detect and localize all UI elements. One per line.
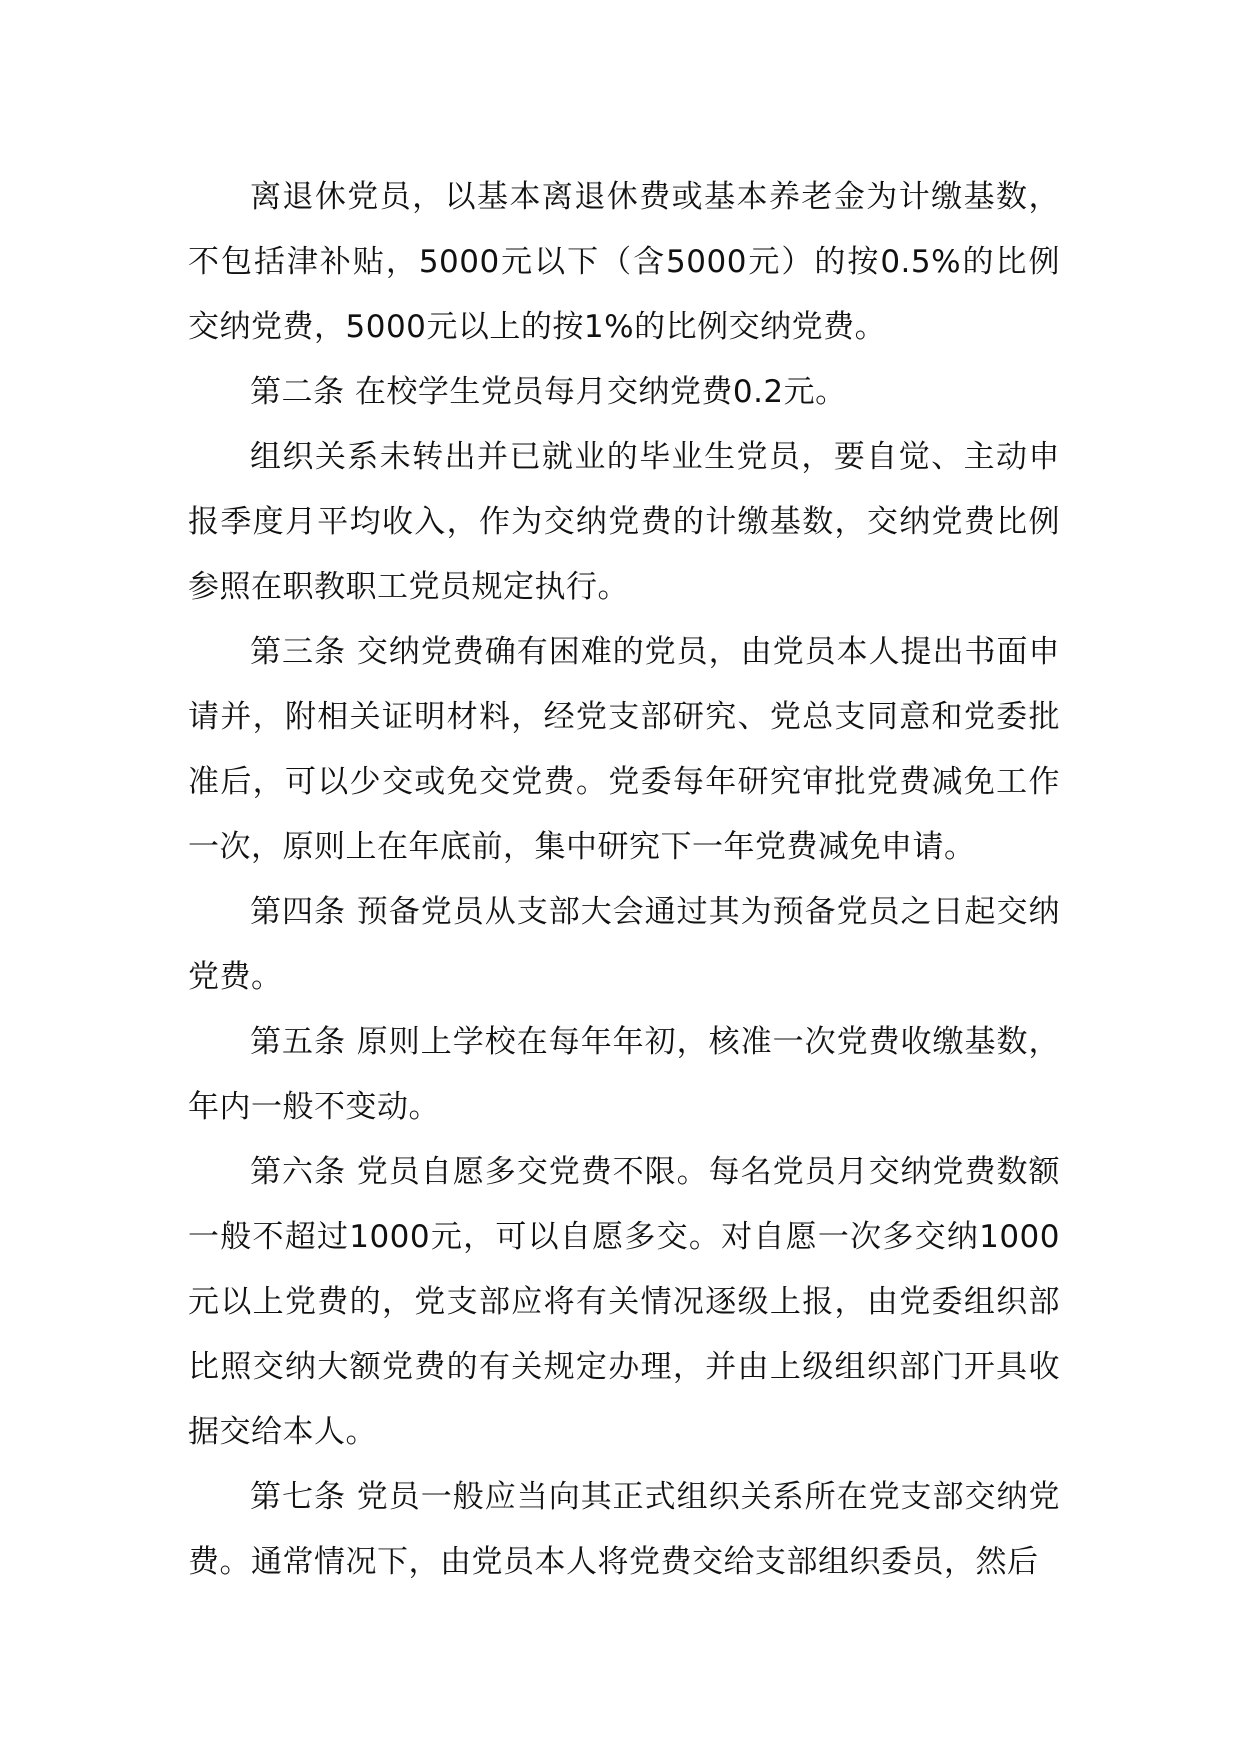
paragraph-article-4: 第四条 预备党员从支部大会通过其为预备党员之日起交纳党费。: [188, 894, 1060, 995]
paragraph-retired-members: 离退休党员，以基本离退休费或基本养老金为计缴基数，不包括津补贴，5000元以下（含5000元）的按0.5%的比例交纳党费，5000元以上的按1%的比例交纳党费。: [188, 179, 1060, 345]
paragraph-article-5: 第五条 原则上学校在每年年初，核准一次党费收缴基数，年内一般不变动。: [188, 1024, 1060, 1125]
document-body: [188, 165, 1060, 1595]
paragraph-article-6: 第六条 党员自愿多交党费不限。每名党员月交纳党费数额一般不超过1000元，可以自愿多交。对自愿一次多交纳1000元以上党费的，党支部应将有关情况逐级上报，由党委组织部比照交纳大额党费的有关规定办理，并由上级组织部门开具收据交给本人。: [188, 1154, 1060, 1450]
paragraph-article-2: 第二条 在校学生党员每月交纳党费0.2元。: [250, 374, 847, 410]
paragraph-article-3: 第三条 交纳党费确有困难的党员，由党员本人提出书面申请并，附相关证明材料，经党支部研究、党总支同意和党委批准后，可以少交或免交党费。党委每年研究审批党费减免工作一次，原则上在年底前，集中研究下一年党费减免申请。: [188, 634, 1060, 865]
paragraph-article-7: 第七条 党员一般应当向其正式组织关系所在党支部交纳党费。通常情况下，由党员本人将党费交给支部组织委员，然后: [188, 1479, 1060, 1580]
paragraph-graduate-members: 组织关系未转出并已就业的毕业生党员，要自觉、主动申报季度月平均收入，作为交纳党费的计缴基数，交纳党费比例参照在职教职工党员规定执行。: [188, 439, 1060, 605]
